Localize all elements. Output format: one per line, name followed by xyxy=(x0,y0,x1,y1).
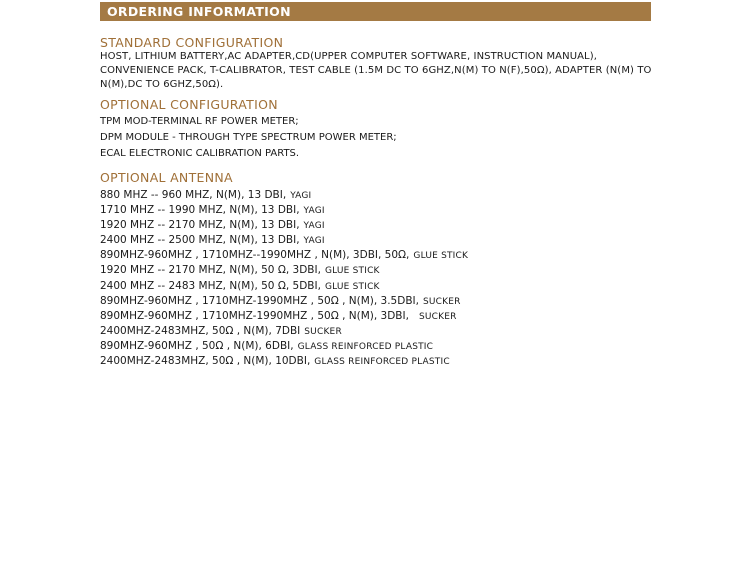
antenna-type: YAGI xyxy=(290,191,312,201)
antenna-type: GLUE STICK xyxy=(324,266,380,277)
antenna-list-item xyxy=(100,294,670,309)
antenna-list-item xyxy=(100,354,670,369)
antenna-list-item xyxy=(100,218,670,233)
antenna-list xyxy=(100,188,670,369)
antenna-spec: 1920 MHZ -- 2170 MHZ, N(M), 13 DBI, xyxy=(100,219,300,232)
standard-configuration-text: HOST, LITHIUM BATTERY,AC ADAPTER,CD(UPPER COMPUTER SOFTWARE, INSTRUCTION MANUAL), CONVENIENCE PACK, T-CALIBRATOR, TEST CABLE (1.5M DC TO 6GHZ,N(M) TO N(F),50Ω), ADAPTER (N(M) TO N(M),DC TO 6GHZ,50Ω). xyxy=(100,51,652,90)
antenna-type: SUCKER xyxy=(418,311,457,322)
standard-configuration-heading: STANDARD CONFIGURATION xyxy=(100,35,284,50)
antenna-type: GLUE STICK xyxy=(324,281,380,292)
antenna-list-item xyxy=(100,279,670,294)
antenna-list-item xyxy=(100,263,670,278)
antenna-list-item xyxy=(100,188,670,203)
antenna-type: GLASS REINFORCED PLASTIC xyxy=(297,341,434,352)
antenna-list-item xyxy=(100,233,670,248)
optional-antenna-section xyxy=(100,170,670,369)
antenna-spec: 1710 MHZ -- 1990 MHZ, N(M), 13 DBI, xyxy=(100,204,300,217)
antenna-type: GLASS REINFORCED PLASTIC xyxy=(314,357,450,368)
antenna-type: YAGI xyxy=(303,206,325,217)
antenna-spec: 2400 MHZ -- 2500 MHZ, N(M), 13 DBI, xyxy=(100,234,300,247)
antenna-list-item xyxy=(100,203,670,218)
antenna-type: SUCKER xyxy=(304,326,342,337)
antenna-list-item xyxy=(100,324,670,339)
antenna-spec: 1920 MHZ -- 2170 MHZ, N(M), 50 Ω, 3DBI, xyxy=(100,264,321,277)
optional-configuration-item: DPM MODULE - THROUGH TYPE SPECTRUM POWER METER; xyxy=(100,132,397,143)
antenna-list-item xyxy=(100,309,670,324)
antenna-spec: 2400MHZ-2483MHZ, 50Ω , N(M), 10DBI, xyxy=(100,355,311,368)
ordering-information-banner: ORDERING INFORMATION xyxy=(100,2,651,21)
standard-configuration-section xyxy=(100,35,670,92)
antenna-list-item xyxy=(100,339,670,354)
antenna-spec: 2400 MHZ -- 2483 MHZ, N(M), 50 Ω, 5DBI, xyxy=(100,279,321,292)
optional-configuration-item: ECAL ELECTRONIC CALIBRATION PARTS. xyxy=(100,148,300,159)
antenna-spec: 890MHZ-960MHZ , 1710MHZ-1990MHZ , 50Ω , N(M), 3.5DBI, xyxy=(100,294,419,307)
antenna-type: YAGI xyxy=(303,221,325,232)
antenna-type: YAGI xyxy=(303,236,325,247)
antenna-type: SUCKER xyxy=(422,296,461,307)
antenna-spec: 890MHZ-960MHZ , 1710MHZ-1990MHZ , 50Ω , N(M), 3DBI, xyxy=(100,309,409,322)
antenna-list-item xyxy=(100,248,670,263)
antenna-spec: 890MHZ-960MHZ , 1710MHZ--1990MHZ , N(M), 3DBI, 50Ω, xyxy=(100,249,410,262)
optional-configuration-item: TPM MOD-TERMINAL RF POWER METER; xyxy=(100,116,299,127)
optional-antenna-heading: OPTIONAL ANTENNA xyxy=(100,170,233,185)
optional-configuration-section xyxy=(100,97,670,162)
antenna-spec: 2400MHZ-2483MHZ, 50Ω , N(M), 7DBI xyxy=(100,324,301,337)
antenna-type: GLUE STICK xyxy=(413,251,469,262)
antenna-spec: 890MHZ-960MHZ , 50Ω , N(M), 6DBI, xyxy=(100,339,294,352)
optional-configuration-heading: OPTIONAL CONFIGURATION xyxy=(100,97,278,112)
antenna-spec: 880 MHZ -- 960 MHZ, N(M), 13 DBI, xyxy=(100,189,287,201)
